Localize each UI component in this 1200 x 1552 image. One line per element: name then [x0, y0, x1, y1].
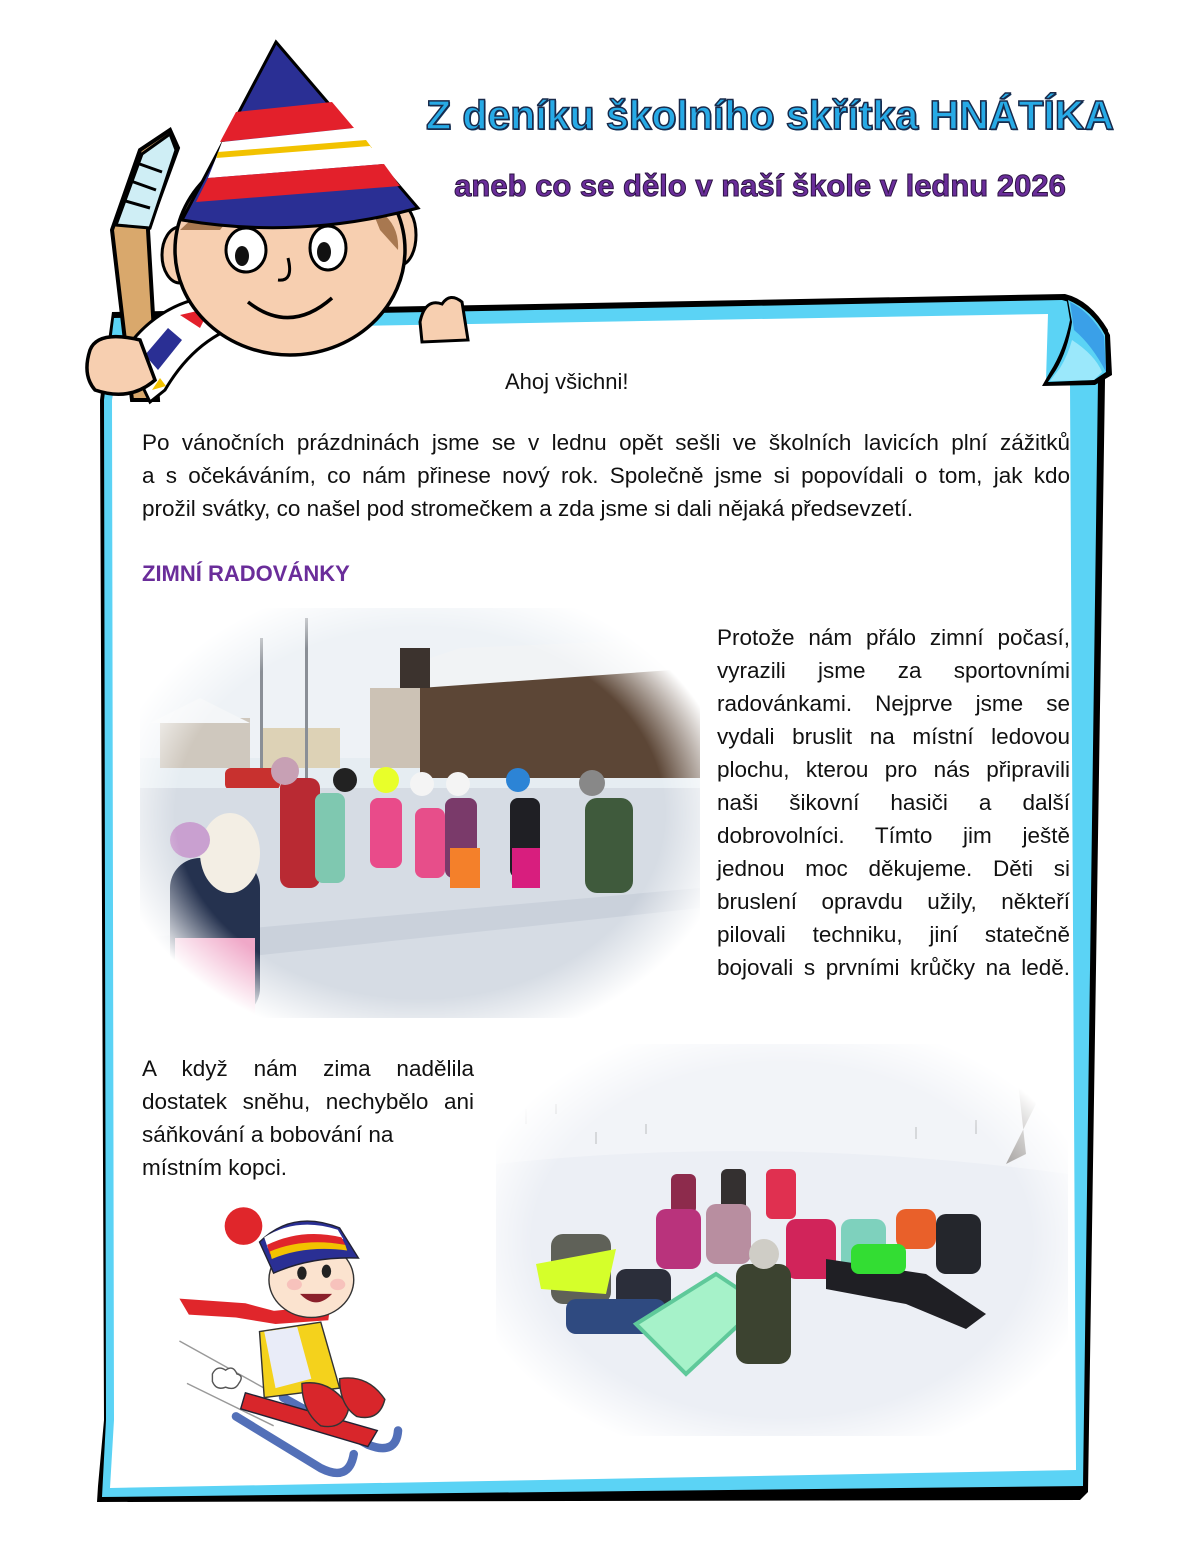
sledding-paragraph: [142, 1052, 474, 1184]
skating-line: bruslení opravdu užily, někteří: [717, 889, 1070, 914]
intro-line: Po vánočních prázdninách jsme se v lednu opět sešli ve školních lavicích plní zážitků: [142, 430, 1070, 455]
skating-line: vydali bruslit na místní ledovou: [717, 724, 1070, 749]
mascot-gnome-image: [70, 30, 470, 410]
sledding-line: místním kopci.: [142, 1155, 288, 1180]
skating-line: bojovali s prvními krůčky na ledě.: [717, 955, 1070, 980]
boy-on-sled-image: [170, 1196, 415, 1486]
sledding-line: sáňkování a bobování na: [142, 1122, 394, 1147]
skating-line: pilovali techniku, jiní statečně: [717, 922, 1070, 947]
intro-paragraph: [142, 426, 1070, 525]
skating-line: naši šikovní hasiči a další: [717, 790, 1070, 815]
skating-line: plochu, kterou pro nás připravili: [717, 757, 1070, 782]
skating-line: Protože nám přálo zimní počasí,: [717, 625, 1070, 650]
skating-line: dobrovolníci. Tímto jim ještě: [717, 823, 1070, 848]
skating-photo: [140, 608, 700, 1018]
page-title: Z deníku školního skřítka HNÁTÍKA: [426, 92, 1114, 138]
greeting-text: Ahoj všichni!: [505, 369, 629, 394]
sledding-line: dostatek sněhu, nechybělo ani: [142, 1089, 474, 1114]
skating-line: jednou moc děkujeme. Děti si: [717, 856, 1070, 881]
page-subtitle: aneb co se dělo v naší škole v lednu 2026: [454, 168, 1066, 203]
sledding-photo: [496, 1044, 1068, 1436]
skating-line: radovánkami. Nejprve jsme se: [717, 691, 1070, 716]
intro-line: prožil svátky, co našel pod stromečkem a zda jsme si dali nějaká předsevzetí.: [142, 496, 914, 521]
skating-line: vyrazili jsme za sportovními: [717, 658, 1070, 683]
skating-paragraph: [717, 621, 1070, 984]
sledding-line: A když nám zima nadělila: [142, 1056, 474, 1081]
intro-line: a s očekáváním, co nám přinese nový rok. Společně jsme si popovídali o tom, jak kdo: [142, 463, 1070, 488]
section-heading: ZIMNÍ RADOVÁNKY: [142, 561, 350, 586]
